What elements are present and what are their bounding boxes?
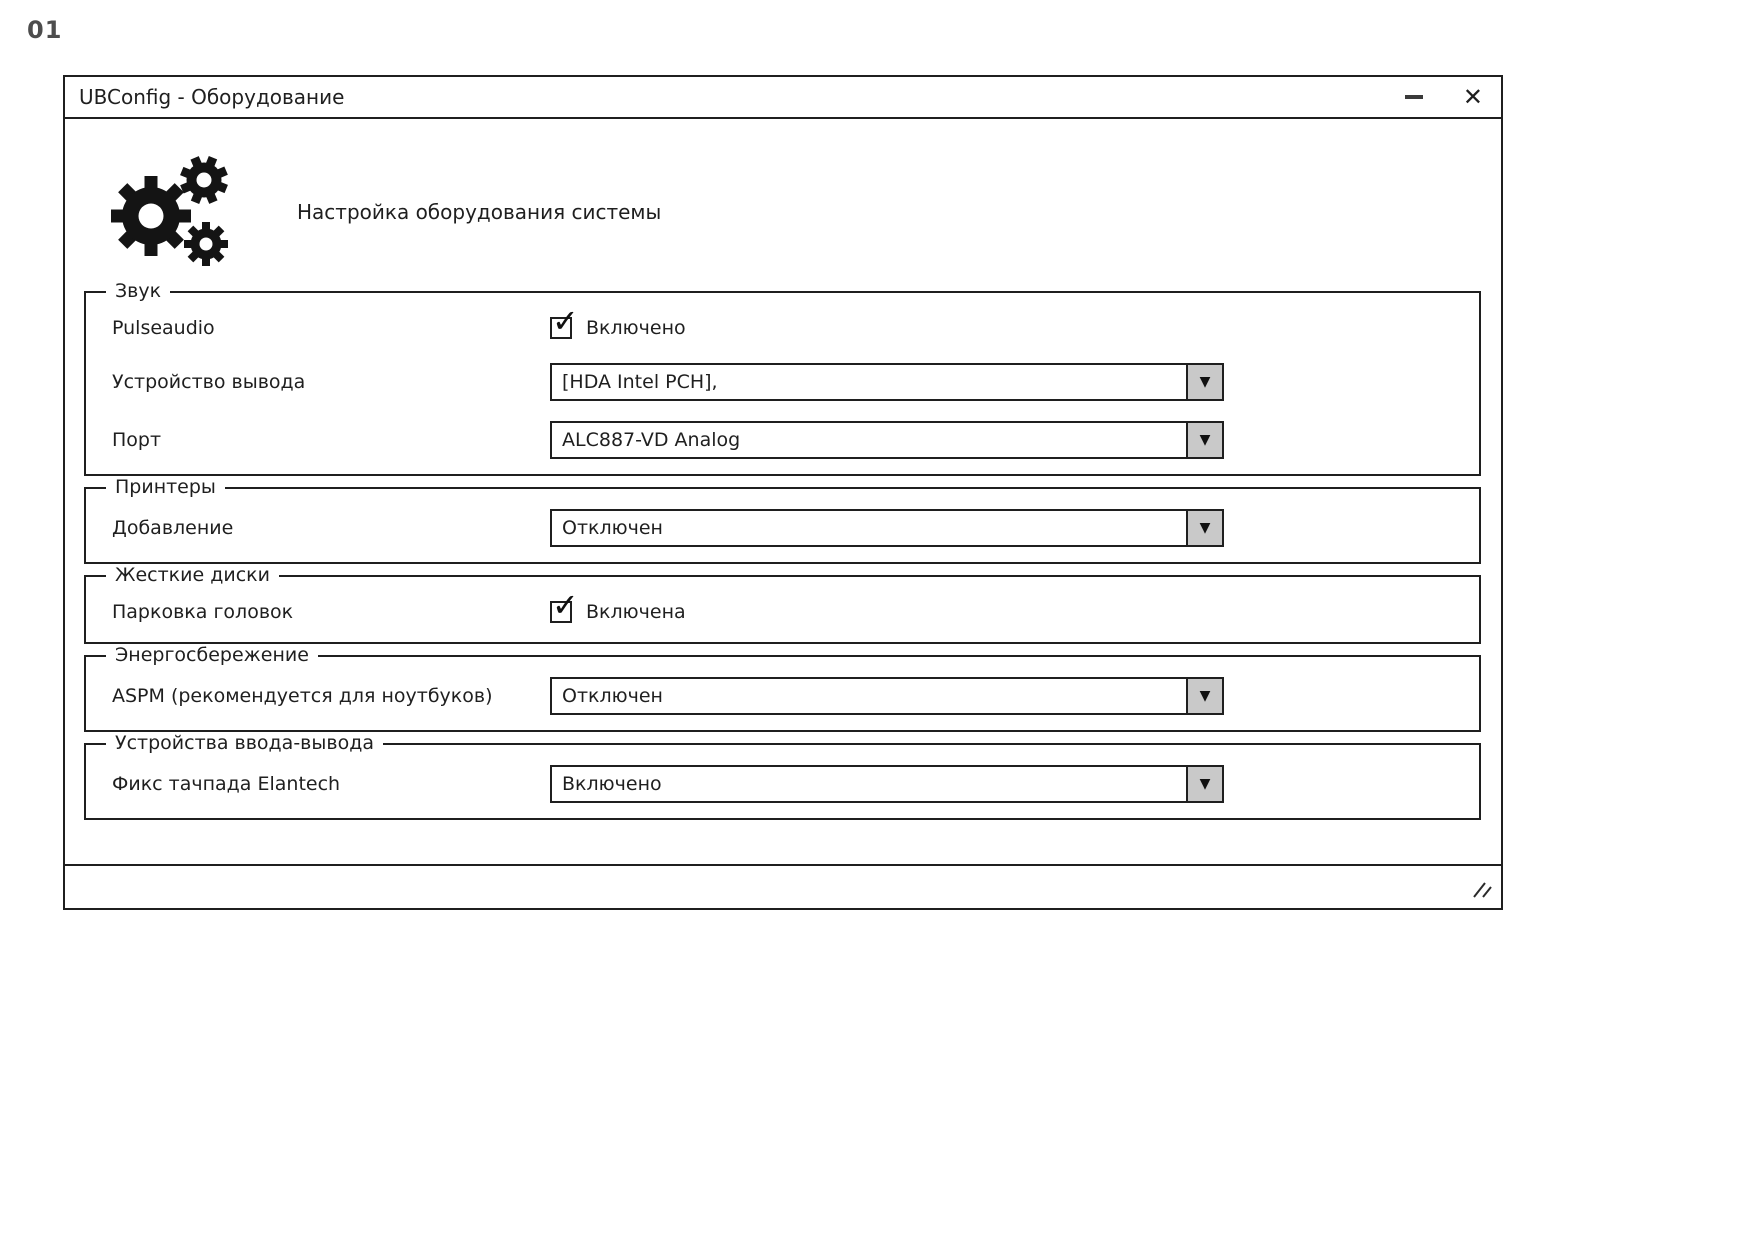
page-index-label: 01 (27, 16, 63, 44)
printer-add-value: Отключен (562, 517, 663, 539)
close-button[interactable] (1463, 85, 1483, 109)
elantech-fix-dropdown-button[interactable] (1186, 767, 1222, 801)
row-pulseaudio (112, 302, 1479, 343)
head-parking-state-label: Включена (586, 601, 686, 623)
port-label: Порт (112, 429, 162, 451)
elantech-fix-label: Фикс тачпада Elantech (112, 773, 341, 795)
aspm-dropdown-button[interactable] (1186, 679, 1222, 713)
aspm-dropdown[interactable] (550, 677, 1224, 715)
aspm-value: Отключен (562, 685, 663, 707)
dropdown-arrow-icon: ▼ (1199, 432, 1211, 448)
pulseaudio-state-label: Включено (586, 317, 686, 339)
aspm-label: ASPM (рекомендуется для ноутбуков) (112, 685, 493, 707)
dropdown-arrow-icon: ▼ (1199, 520, 1211, 536)
close-icon: ✕ (1462, 83, 1483, 111)
gears-icon (105, 152, 239, 272)
resize-grip-icon[interactable] (1471, 882, 1493, 902)
elantech-fix-dropdown[interactable] (550, 765, 1224, 803)
port-dropdown-button[interactable] (1186, 423, 1222, 457)
section-io-devices-legend: Устройства ввода-вывода (106, 732, 383, 754)
dropdown-arrow-icon: ▼ (1199, 776, 1211, 792)
checkmark-icon: ✓ (552, 302, 579, 340)
section-hard-disks-legend: Жесткие диски (106, 564, 279, 586)
section-io-devices (84, 732, 1481, 820)
head-parking-label: Парковка головок (112, 601, 294, 623)
row-output-device (112, 363, 1479, 401)
printer-add-dropdown[interactable] (550, 509, 1224, 547)
pulseaudio-checkbox[interactable] (550, 302, 579, 340)
dropdown-arrow-icon: ▼ (1199, 688, 1211, 704)
section-power-saving-legend: Энергосбережение (106, 644, 318, 666)
minimize-button[interactable] (1405, 95, 1463, 99)
row-head-parking (112, 586, 1479, 627)
statusbar (65, 864, 1501, 908)
output-device-value: [HDA Intel PCH], (562, 371, 718, 393)
checkmark-icon: ✓ (552, 586, 579, 624)
window-title: UBConfig - Оборудование (79, 85, 345, 109)
output-device-dropdown[interactable] (550, 363, 1224, 401)
row-printer-add (112, 509, 1479, 547)
printer-add-dropdown-button[interactable] (1186, 511, 1222, 545)
port-dropdown[interactable] (550, 421, 1224, 459)
section-sound-legend: Звук (106, 280, 170, 302)
port-value: ALC887-VD Analog (562, 429, 741, 451)
elantech-fix-value: Включено (562, 773, 662, 795)
ubconfig-window (63, 75, 1503, 910)
pulseaudio-label: Pulseaudio (112, 317, 215, 339)
section-sound (84, 280, 1481, 476)
row-elantech-fix (112, 765, 1479, 803)
section-power-saving (84, 644, 1481, 732)
titlebar[interactable] (65, 77, 1501, 119)
section-printers-legend: Принтеры (106, 476, 225, 498)
section-printers (84, 476, 1481, 564)
output-device-dropdown-button[interactable] (1186, 365, 1222, 399)
row-aspm (112, 677, 1479, 715)
output-device-label: Устройство вывода (112, 371, 306, 393)
head-parking-checkbox[interactable] (550, 586, 579, 624)
row-port (112, 421, 1479, 459)
dropdown-arrow-icon: ▼ (1199, 374, 1211, 390)
section-hard-disks (84, 564, 1481, 644)
window-header (65, 119, 1501, 291)
printer-add-label: Добавление (112, 517, 234, 539)
header-description: Настройка оборудования системы (297, 200, 662, 224)
minimize-icon (1405, 95, 1423, 99)
